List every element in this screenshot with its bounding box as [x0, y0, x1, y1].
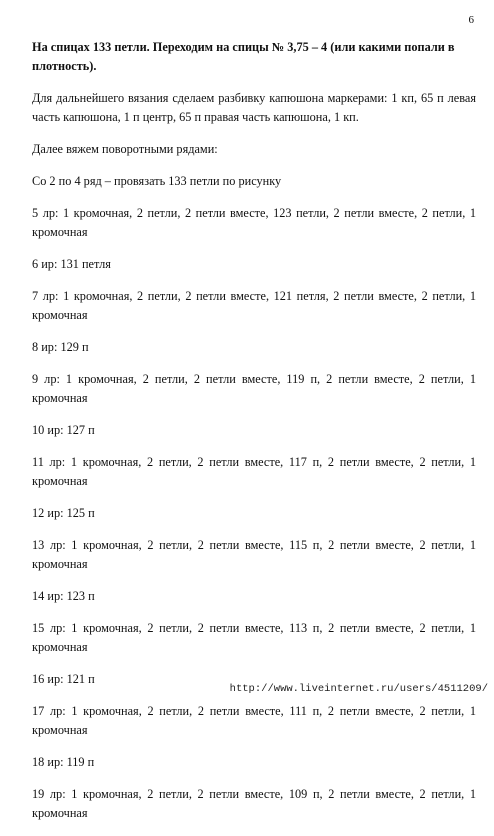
paragraph-rows-2-4: Со 2 по 4 ряд – провязать 133 петли по рисунку: [32, 174, 282, 188]
row-instruction: 16 ир: 121 п: [32, 672, 95, 686]
section-heading: На спицах 133 петли. Переходим на спицы № 3,75 – 4 (или какими попали в плотность).: [32, 40, 455, 73]
row-instruction: 6 ир: 131 петля: [32, 257, 111, 271]
row-instruction: 18 ир: 119 п: [32, 755, 95, 769]
page-number: 6: [468, 14, 474, 26]
row-instruction: 12 ир: 125 п: [32, 506, 95, 520]
row-instruction: 8 ир: 129 п: [32, 340, 89, 354]
row-instruction: 17 лр: 1 кромочная, 2 петли, 2 петли вместе, 111 п, 2 петли вместе, 2 петли, 1 кромочная: [32, 704, 476, 737]
paragraph-turning-rows: Далее вяжем поворотными рядами:: [32, 142, 218, 156]
row-instruction: 14 ир: 123 п: [32, 589, 95, 603]
document-body: [32, 38, 476, 836]
row-instruction: 5 лр: 1 кромочная, 2 петли, 2 петли вместе, 123 петли, 2 петли вместе, 2 петли, 1 кромочная: [32, 206, 476, 239]
row-instruction: 9 лр: 1 кромочная, 2 петли, 2 петли вместе, 119 п, 2 петли вместе, 2 петли, 1 кромочная: [32, 372, 476, 405]
row-instruction: 11 лр: 1 кромочная, 2 петли, 2 петли вместе, 117 п, 2 петли вместе, 2 петли, 1 кромочная: [32, 455, 476, 488]
row-instruction: 10 ир: 127 п: [32, 423, 95, 437]
paragraph-marker-layout: Для дальнейшего вязания сделаем разбивку капюшона маркерами: 1 кп, 65 п левая часть капюшона, 1 п центр, 65 п правая часть капюшона, 1 кп.: [32, 91, 476, 124]
row-instruction: 19 лр: 1 кромочная, 2 петли, 2 петли вместе, 109 п, 2 петли вместе, 2 петли, 1 кромочная: [32, 787, 476, 820]
row-instruction: 13 лр: 1 кромочная, 2 петли, 2 петли вместе, 115 п, 2 петли вместе, 2 петли, 1 кромочная: [32, 538, 476, 571]
source-url-watermark: http://www.liveinternet.ru/users/4511209/: [229, 683, 488, 695]
row-instruction: 15 лр: 1 кромочная, 2 петли, 2 петли вместе, 113 п, 2 петли вместе, 2 петли, 1 кромочная: [32, 621, 476, 654]
row-instruction: 7 лр: 1 кромочная, 2 петли, 2 петли вместе, 121 петля, 2 петли вместе, 2 петли, 1 кромочная: [32, 289, 476, 322]
